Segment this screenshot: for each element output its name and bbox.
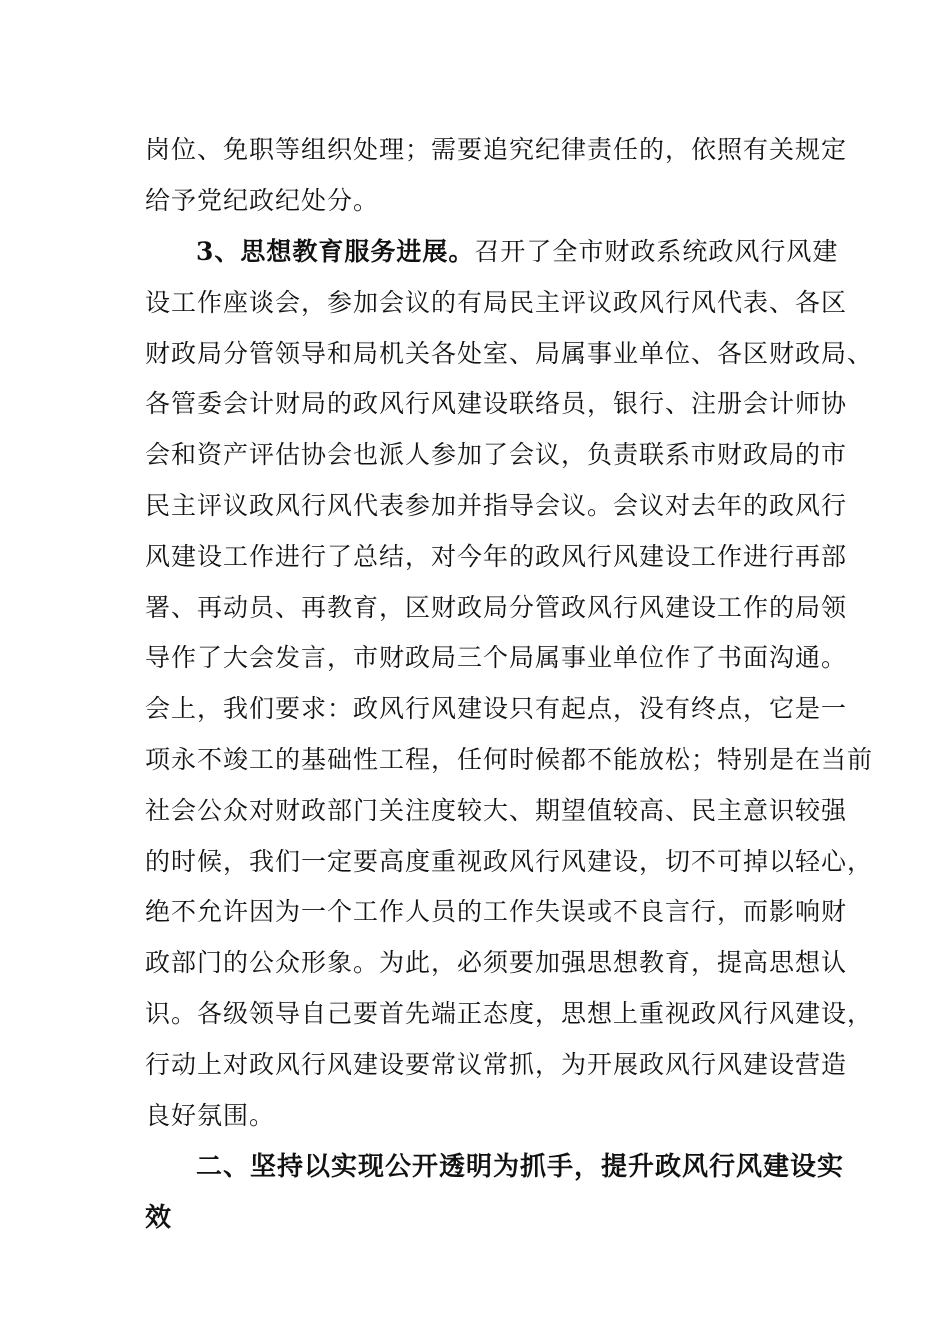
paragraph-line: 识。各级领导自己要首先端正态度，思想上重视政风行风建设， <box>145 999 874 1028</box>
paragraph-line: 岗位、免职等组织处理；需要追究纪律责任的，依照有关规定 <box>145 135 848 164</box>
paragraph-line: 社会公众对财政部门关注度较大、期望值较高、民主意识较强 <box>145 796 848 825</box>
subsection-heading: 3、思想教育服务进展。 <box>196 237 475 266</box>
paragraph-line: 绝不允许因为一个工作人员的工作失误或不良言行，而影响财 <box>145 897 848 926</box>
paragraph-line: 的时候，我们一定要高度重视政风行风建设，切不可掉以轻心， <box>145 847 874 876</box>
paragraph-line: 会上，我们要求：政风行风建设只有起点，没有终点，它是一 <box>145 694 848 723</box>
section-heading: 二、坚持以实现公开透明为抓手，提升政风行风建设实 <box>196 1152 845 1182</box>
paragraph-line: 给予党纪政纪处分。 <box>145 186 380 215</box>
paragraph-line: 设工作座谈会，参加会议的有局民主评议政风行风代表、各区 <box>145 288 848 317</box>
paragraph-line: 民主评议政风行风代表参加并指导会议。会议对去年的政风行 <box>145 491 848 520</box>
paragraph-line: 导作了大会发言，市财政局三个局属事业单位作了书面沟通。 <box>145 643 848 672</box>
paragraph-line: 风建设工作进行了总结，对今年的政风行风建设工作进行再部 <box>145 542 848 571</box>
section-heading-continuation: 效 <box>145 1203 173 1233</box>
paragraph-line: 行动上对政风行风建设要常议常抓，为开展政风行风建设营造 <box>145 1050 848 1079</box>
paragraph-line: 会和资产评估协会也派人参加了会议，负责联系市财政局的市 <box>145 440 848 469</box>
paragraph-line: 各管委会计财局的政风行风建设联络员，银行、注册会计师协 <box>145 389 848 418</box>
paragraph-line: 项永不竣工的基础性工程，任何时候都不能放松；特别是在当前 <box>145 745 874 774</box>
paragraph-line: 财政局分管领导和局机关各处室、局属事业单位、各区财政局、 <box>145 339 874 368</box>
paragraph-first-line <box>196 236 838 268</box>
paragraph-line: 署、再动员、再教育，区财政局分管政风行风建设工作的局领 <box>145 593 848 622</box>
paragraph-line: 政部门的公众形象。为此，必须要加强思想教育，提高思想认 <box>145 948 848 977</box>
paragraph-line: 良好氛围。 <box>145 1101 276 1130</box>
paragraph-text: 召开了全市财政系统政风行风建 <box>474 237 839 266</box>
